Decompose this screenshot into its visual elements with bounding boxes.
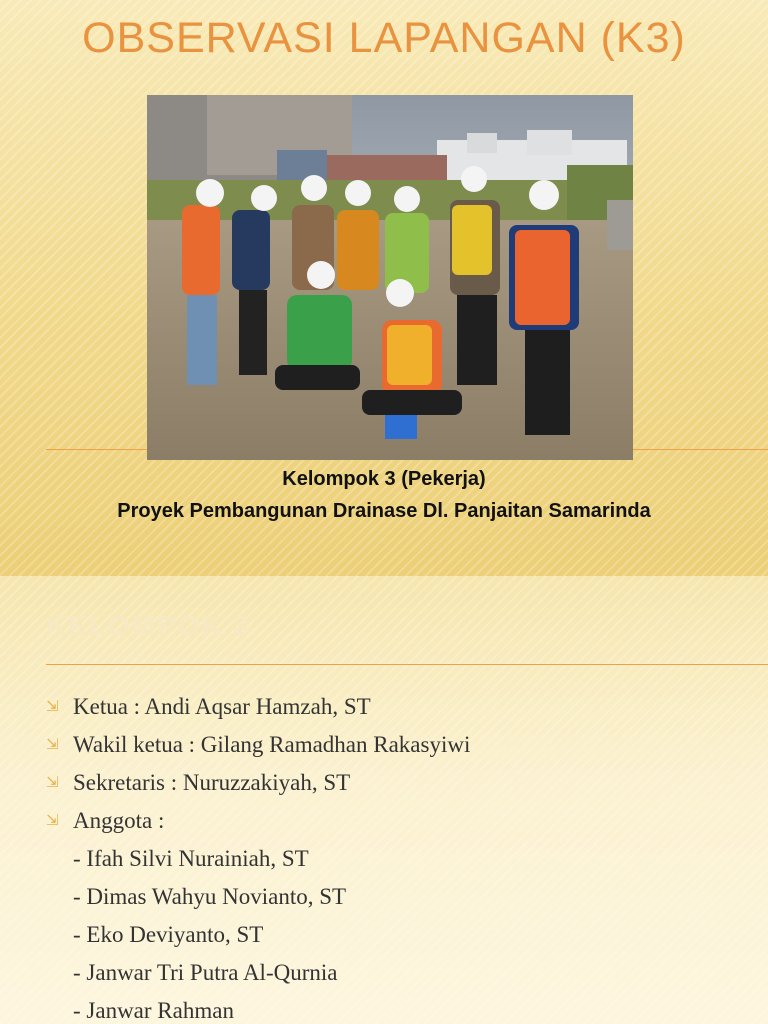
list-item-text: - Janwar Tri Putra Al-Qurnia — [73, 960, 338, 985]
title-divider — [46, 664, 768, 665]
list-item — [46, 992, 470, 1024]
list-item-text: Wakil ketua : Gilang Ramadhan Rakasyiwi — [73, 732, 471, 757]
photo-caption-group: Kelompok 3 (Pekerja) — [282, 468, 486, 490]
list-item-text: Anggota : — [73, 808, 165, 833]
list-item — [46, 878, 470, 916]
slide-2 — [0, 576, 768, 1024]
bullet-icon: ⇲ — [46, 737, 59, 753]
divider-left — [46, 449, 147, 450]
photo-caption-project: Proyek Pembangunan Drainase Dl. Panjaitan Samarinda — [117, 500, 651, 522]
list-item-text: Ketua : Andi Aqsar Hamzah, ST — [73, 694, 371, 719]
list-item-text: Sekretaris : Nuruzzakiyah, ST — [73, 770, 351, 795]
list-item-text: - Eko Deviyanto, ST — [73, 922, 264, 947]
list-item — [46, 764, 470, 802]
group-photo — [147, 95, 633, 460]
list-item — [46, 688, 470, 726]
list-item-text: - Ifah Silvi Nurainiah, ST — [73, 846, 309, 871]
list-item — [46, 954, 470, 992]
bullet-icon: ⇲ — [46, 699, 59, 715]
slide-title: OBSERVASI LAPANGAN (K3) — [82, 14, 686, 62]
list-item — [46, 726, 470, 764]
member-list — [46, 688, 470, 1024]
list-item-text: - Dimas Wahyu Novianto, ST — [73, 884, 347, 909]
divider-right — [633, 449, 768, 450]
list-item — [46, 802, 470, 840]
list-item — [46, 916, 470, 954]
slide-title: KELOMPOK 3 — [46, 610, 252, 641]
list-item — [46, 840, 470, 878]
bullet-icon: ⇲ — [46, 775, 59, 791]
list-item-text: - Janwar Rahman — [73, 998, 234, 1023]
bullet-icon: ⇲ — [46, 813, 59, 829]
group-photo-illustration — [147, 95, 633, 460]
